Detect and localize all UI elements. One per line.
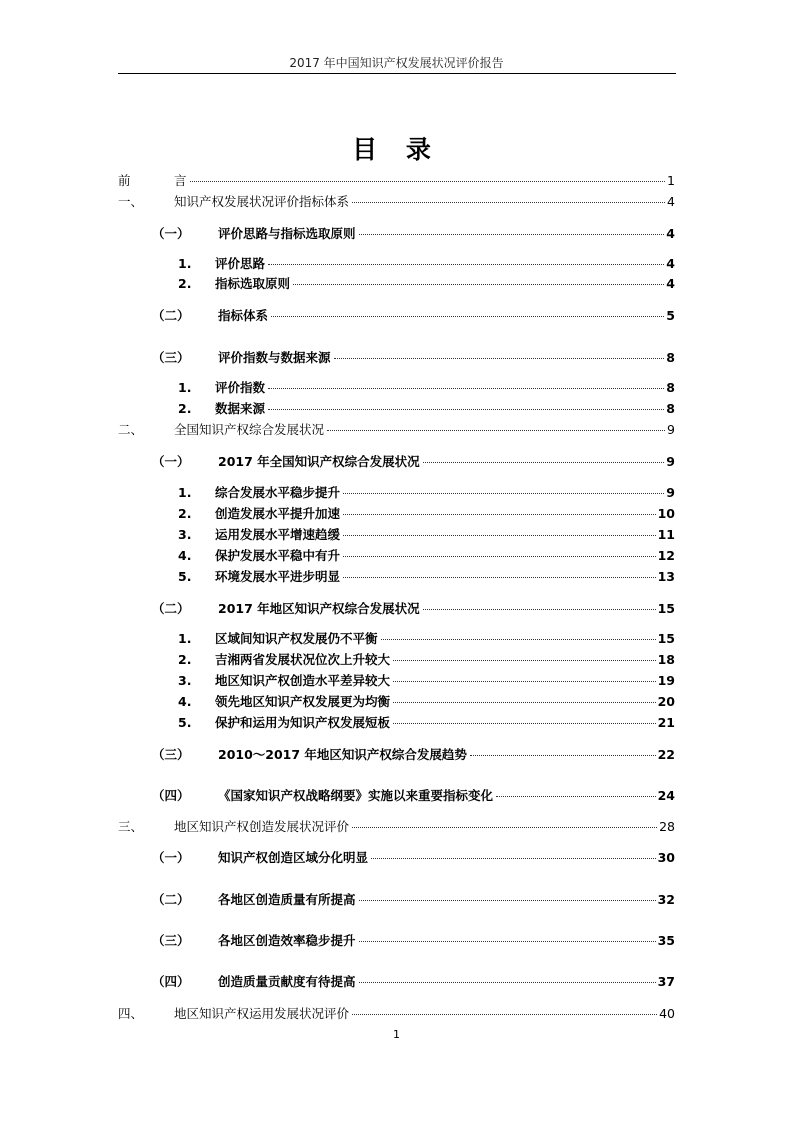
dot-leader <box>293 284 664 285</box>
toc-entry-page-number: 9 <box>666 485 675 500</box>
dot-leader <box>359 941 656 942</box>
toc-entry-title: 评价指数与数据来源 <box>218 350 331 365</box>
toc-entry-page-number: 4 <box>666 256 675 271</box>
toc-entry-page-number: 19 <box>657 673 675 688</box>
dot-leader <box>381 639 656 640</box>
toc-entry-number: 5. <box>178 715 192 730</box>
toc-entry-number: 1. <box>178 380 192 395</box>
toc-entry[interactable] <box>152 849 675 867</box>
toc-entry-title: 保护发展水平稳中有升 <box>215 548 341 563</box>
toc-entry-page-number: 22 <box>657 747 675 762</box>
toc-entry-page-number: 1 <box>667 173 675 188</box>
toc-entry[interactable] <box>178 568 675 586</box>
toc-entry-page-number: 8 <box>666 350 675 365</box>
toc-entry-page-number: 37 <box>657 974 675 989</box>
dot-leader <box>371 858 656 859</box>
dot-leader <box>393 702 656 703</box>
dot-leader <box>268 264 664 265</box>
toc-entry-page-number: 15 <box>657 631 675 646</box>
toc-entry-page-number: 20 <box>657 694 675 709</box>
toc-entry-page-number: 30 <box>657 850 675 865</box>
toc-entry-number: 2. <box>178 401 192 416</box>
toc-entry-number: （四） <box>152 788 190 803</box>
dot-leader <box>359 900 656 901</box>
toc-entry-number: （二） <box>152 308 190 323</box>
toc-entry-page-number: 10 <box>657 506 675 521</box>
toc-entry[interactable] <box>178 400 675 418</box>
toc-entry-page-number: 13 <box>657 569 675 584</box>
toc-entry[interactable] <box>152 973 675 991</box>
toc-entry-title: 知识产权创造区域分化明显 <box>218 850 369 865</box>
toc-entry-page-number: 9 <box>667 422 675 437</box>
toc-entry-title: 各地区创造效率稳步提升 <box>218 933 356 948</box>
toc-entry[interactable] <box>178 651 675 669</box>
toc-entry-number: 1. <box>178 631 192 646</box>
toc-entry[interactable] <box>118 172 675 190</box>
toc-entry-page-number: 28 <box>659 819 675 834</box>
toc-entry-title: 知识产权发展状况评价指标体系 <box>174 194 350 209</box>
toc-entry-page-number: 32 <box>657 892 675 907</box>
dot-leader <box>393 660 656 661</box>
toc-entry-number: 2. <box>178 652 192 667</box>
toc-entry-page-number: 21 <box>657 715 675 730</box>
toc-entry-number: 一、 <box>118 194 144 209</box>
toc-entry-title: 创造发展水平提升加速 <box>215 506 341 521</box>
toc-entry[interactable] <box>152 600 675 618</box>
toc-entry-number: 3. <box>178 527 192 542</box>
toc-entry[interactable] <box>178 672 675 690</box>
dot-leader <box>327 430 665 431</box>
toc-entry-title: 区域间知识产权发展仍不平衡 <box>215 631 378 646</box>
toc-entry-title: 保护和运用为知识产权发展短板 <box>215 715 391 730</box>
toc-entry[interactable] <box>152 307 675 325</box>
toc-entry-number: （二） <box>152 601 190 616</box>
dot-leader <box>496 796 656 797</box>
header-rule <box>118 73 676 74</box>
dot-leader <box>271 316 664 317</box>
dot-leader <box>352 202 665 203</box>
toc-entry-title: 2017 年地区知识产权综合发展状况 <box>218 601 420 616</box>
toc-entry-number: （三） <box>152 933 190 948</box>
dot-leader <box>359 982 656 983</box>
toc-entry-title: 全国知识产权综合发展状况 <box>174 422 325 437</box>
toc-entry-number: 3. <box>178 673 192 688</box>
toc-entry-page-number: 18 <box>657 652 675 667</box>
dot-leader <box>352 827 657 828</box>
toc-entry-page-number: 9 <box>666 454 675 469</box>
toc-entry-number: （一） <box>152 850 190 865</box>
toc-entry-number: 1. <box>178 485 192 500</box>
toc-entry-number: 2. <box>178 506 192 521</box>
toc-entry[interactable] <box>178 275 675 293</box>
toc-entry[interactable] <box>118 421 675 439</box>
toc-entry[interactable] <box>178 255 675 273</box>
page-number: 1 <box>393 1028 400 1041</box>
dot-leader <box>268 409 664 410</box>
toc-entry-number: 四、 <box>118 1006 144 1021</box>
toc-entry-page-number: 11 <box>657 527 675 542</box>
toc-entry-title: 地区知识产权创造发展状况评价 <box>174 819 350 834</box>
toc-entry[interactable] <box>178 379 675 397</box>
toc-entry[interactable] <box>152 932 675 950</box>
dot-leader <box>268 388 664 389</box>
toc-entry-number: 2. <box>178 276 192 291</box>
toc-entry-page-number: 40 <box>659 1006 675 1021</box>
toc-entry-number: 1. <box>178 256 192 271</box>
toc-entry[interactable] <box>152 225 675 243</box>
toc-entry[interactable] <box>178 526 675 544</box>
toc-entry-page-number: 4 <box>666 276 675 291</box>
toc-entry[interactable] <box>178 693 675 711</box>
toc-entry-page-number: 8 <box>666 401 675 416</box>
toc-entry-number: （四） <box>152 974 190 989</box>
toc-entry-page-number: 24 <box>657 788 675 803</box>
toc-entry[interactable] <box>178 484 675 502</box>
toc-entry[interactable] <box>178 630 675 648</box>
toc-entry-page-number: 35 <box>657 933 675 948</box>
running-header: 2017 年中国知识产权发展状况评价报告 <box>289 56 504 70</box>
toc-entry-number: 5. <box>178 569 192 584</box>
dot-leader <box>343 493 664 494</box>
dot-leader <box>343 514 656 515</box>
toc-entry-page-number: 4 <box>666 226 675 241</box>
toc-entry-title: 综合发展水平稳步提升 <box>215 485 341 500</box>
toc-entry-title: 数据来源 <box>215 401 266 416</box>
toc-entry[interactable] <box>152 349 675 367</box>
toc-entry-number: （二） <box>152 892 190 907</box>
toc-entry-title: 2017 年全国知识产权综合发展状况 <box>218 454 420 469</box>
toc-entry[interactable] <box>118 1005 675 1023</box>
dot-leader <box>343 535 656 536</box>
toc-entry-title: 评价思路 <box>215 256 266 271</box>
toc-entry-number: 4. <box>178 694 192 709</box>
toc-entry[interactable] <box>152 787 675 805</box>
toc-entry-title: 指标体系 <box>218 308 269 323</box>
toc-entry[interactable] <box>152 453 675 471</box>
toc-entry-page-number: 4 <box>667 194 675 209</box>
toc-entry-page-number: 5 <box>666 308 675 323</box>
toc-entry[interactable] <box>152 746 675 764</box>
toc-entry-page-number: 8 <box>666 380 675 395</box>
toc-entry-number: 前 <box>118 173 131 188</box>
toc-entry-title: 各地区创造质量有所提高 <box>218 892 356 907</box>
page-title: 目 录 <box>352 135 441 164</box>
toc-entry-title: 言 <box>174 173 187 188</box>
toc-entry-title: 运用发展水平增速趋缓 <box>215 527 341 542</box>
dot-leader <box>190 181 666 182</box>
toc-entry-title: 《国家知识产权战略纲要》实施以来重要指标变化 <box>218 788 494 803</box>
dot-leader <box>359 234 665 235</box>
dot-leader <box>343 556 656 557</box>
toc-entry-number: 三、 <box>118 819 144 834</box>
toc-entry-number: 二、 <box>118 422 144 437</box>
toc-entry-title: 吉湘两省发展状况位次上升较大 <box>215 652 391 667</box>
toc-entry-title: 创造质量贡献度有待提高 <box>218 974 356 989</box>
toc-entry-page-number: 12 <box>657 548 675 563</box>
toc-entry-number: （三） <box>152 747 190 762</box>
toc-entry-title: 地区知识产权创造水平差异较大 <box>215 673 391 688</box>
toc-entry[interactable] <box>178 505 675 523</box>
toc-entry-title: 领先地区知识产权发展更为均衡 <box>215 694 391 709</box>
toc-entry-page-number: 15 <box>657 601 675 616</box>
toc-entry-title: 评价思路与指标选取原则 <box>218 226 356 241</box>
toc-entry-number: 4. <box>178 548 192 563</box>
dot-leader <box>393 681 656 682</box>
toc-entry[interactable] <box>118 818 675 836</box>
toc-entry[interactable] <box>178 714 675 732</box>
toc-entry-number: （一） <box>152 454 190 469</box>
toc-entry-number: （三） <box>152 350 190 365</box>
toc-entry-title: 2010～2017 年地区知识产权综合发展趋势 <box>218 747 467 762</box>
toc-entry-number: （一） <box>152 226 190 241</box>
toc-entry-title: 环境发展水平进步明显 <box>215 569 341 584</box>
dot-leader <box>352 1014 657 1015</box>
toc-entry-title: 指标选取原则 <box>215 276 291 291</box>
dot-leader <box>470 755 656 756</box>
dot-leader <box>423 609 656 610</box>
toc-entry-title: 评价指数 <box>215 380 266 395</box>
toc-entry-title: 地区知识产权运用发展状况评价 <box>174 1006 350 1021</box>
dot-leader <box>423 462 665 463</box>
toc-entry[interactable] <box>178 547 675 565</box>
toc-entry[interactable] <box>152 891 675 909</box>
toc-entry[interactable] <box>118 193 675 211</box>
dot-leader <box>343 577 656 578</box>
dot-leader <box>334 358 665 359</box>
dot-leader <box>393 723 656 724</box>
